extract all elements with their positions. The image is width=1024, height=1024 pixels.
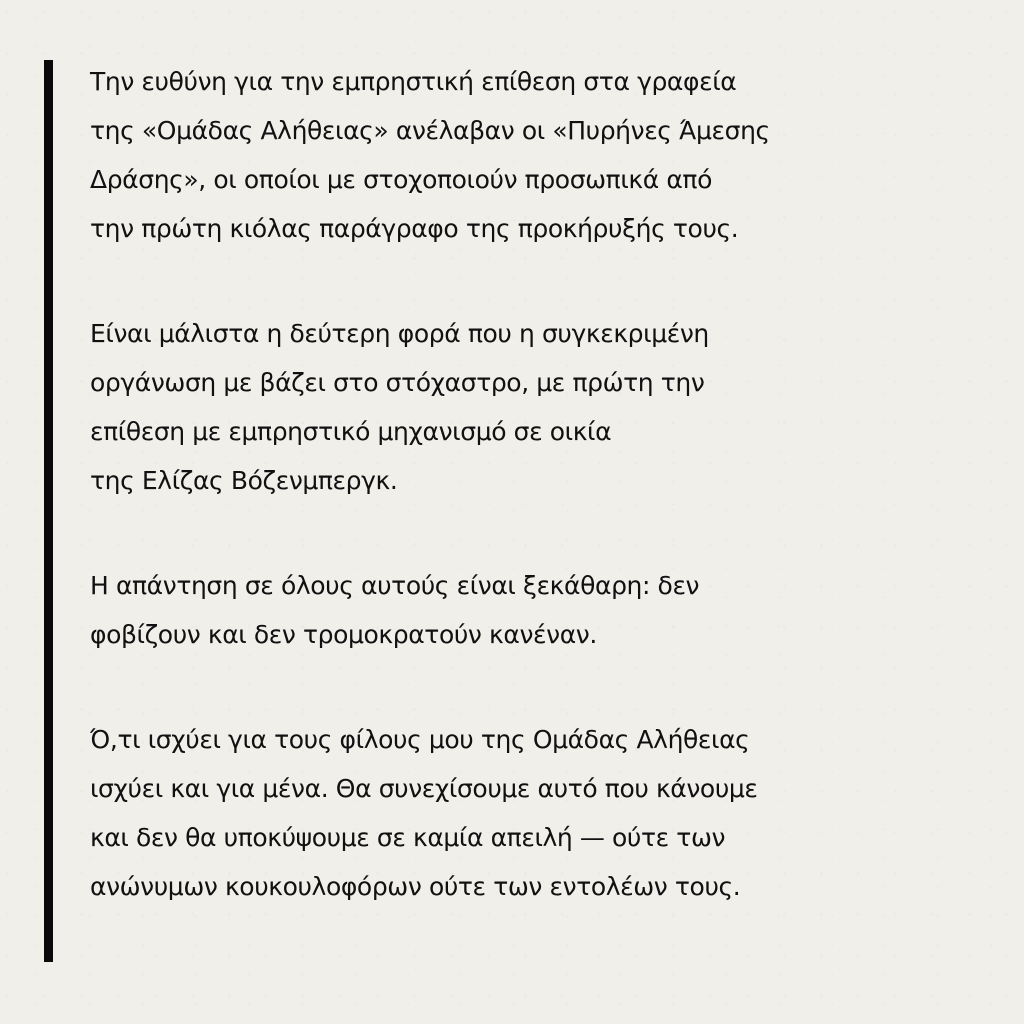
- paragraph-3: [90, 561, 950, 659]
- paragraph-1: [90, 57, 950, 253]
- text-line: Δράσης», οι οποίοι με στοχοποιούν προσωπικά από: [90, 165, 712, 194]
- paragraph-4: [90, 715, 950, 911]
- text-line: Την ευθύνη για την εμπρηστική επίθεση στα γραφεία: [90, 67, 737, 96]
- quote-accent-bar: [44, 60, 53, 962]
- statement-text: [90, 57, 950, 967]
- text-line: την πρώτη κιόλας παράγραφο της προκήρυξής τους.: [90, 214, 739, 243]
- text-line: Είναι μάλιστα η δεύτερη φορά που η συγκεκριμένη: [90, 319, 709, 348]
- paragraph-2: [90, 309, 950, 505]
- text-line: οργάνωση με βάζει στο στόχαστρο, με πρώτη την: [90, 368, 705, 397]
- text-line: Ό,τι ισχύει για τους φίλους μου της Ομάδας Αλήθειας: [90, 725, 750, 754]
- text-line: επίθεση με εμπρηστικό μηχανισμό σε οικία: [90, 417, 612, 446]
- text-line: Η απάντηση σε όλους αυτούς είναι ξεκάθαρη: δεν: [90, 571, 700, 600]
- text-line: της «Ομάδας Αλήθειας» ανέλαβαν οι «Πυρήνες Άμεσης: [90, 116, 770, 145]
- text-line: φοβίζουν και δεν τρομοκρατούν κανέναν.: [90, 620, 597, 649]
- text-line: ισχύει και για μένα. Θα συνεχίσουμε αυτό που κάνουμε: [90, 774, 758, 803]
- text-line: της Ελίζας Βόζενμπεργκ.: [90, 466, 398, 495]
- text-line: και δεν θα υποκύψουμε σε καμία απειλή — ούτε των: [90, 823, 726, 852]
- text-line: ανώνυμων κουκουλοφόρων ούτε των εντολέων τους.: [90, 872, 741, 901]
